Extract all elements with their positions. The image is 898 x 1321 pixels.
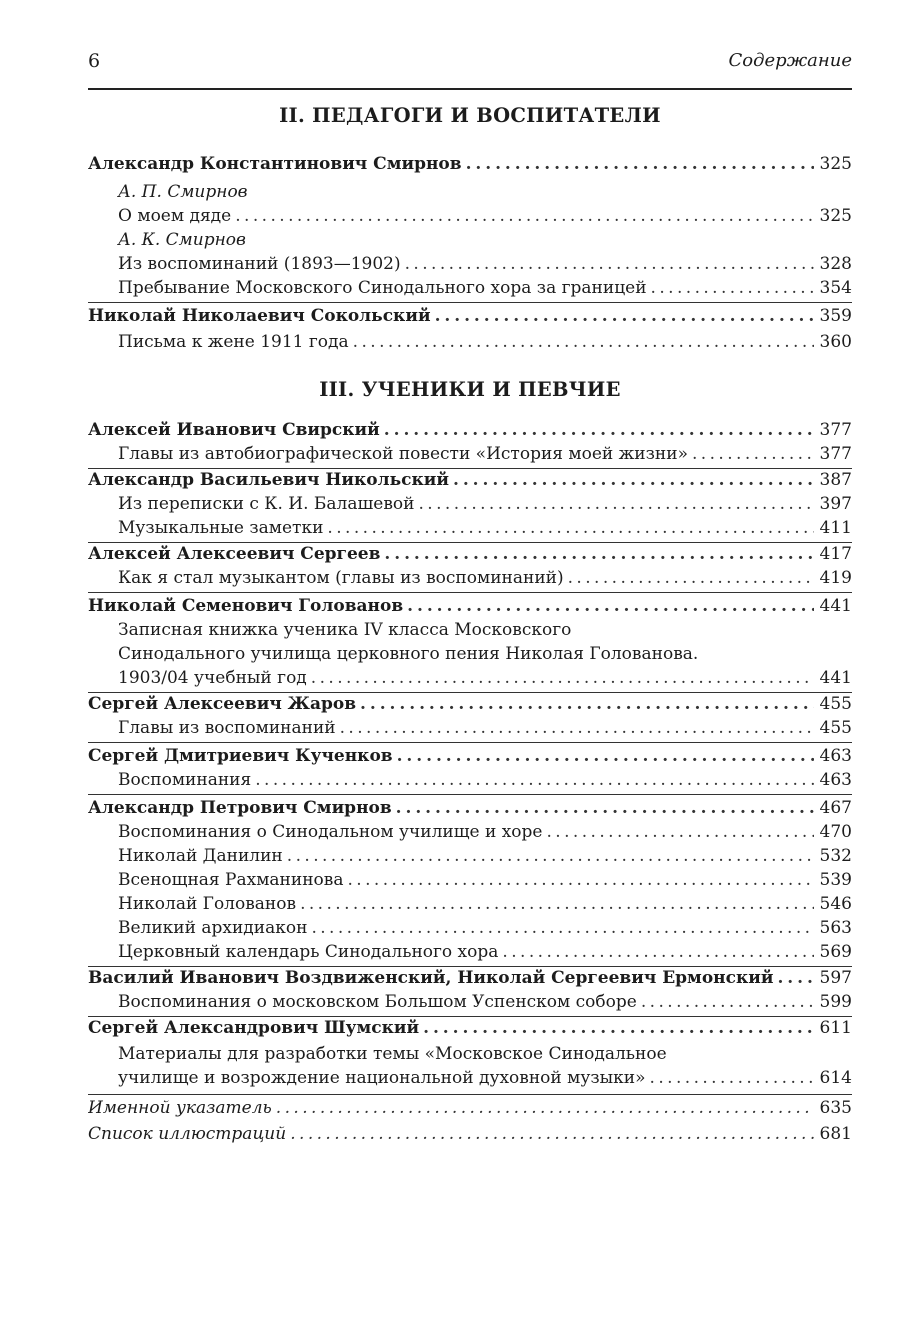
entry-title: Александр Васильевич Никольский (88, 470, 449, 490)
entry-page: 681 (819, 1124, 852, 1144)
section-title-2: II. ПЕДАГОГИ И ВОСПИТАТЕЛИ (279, 104, 661, 127)
leader-dots (453, 470, 814, 490)
leader-dots (353, 332, 814, 352)
entry-title: Николай Семенович Голованов (88, 596, 404, 616)
entry-divider (88, 592, 852, 593)
entry-page: 532 (819, 846, 852, 866)
toc-entry[interactable] (88, 798, 852, 822)
toc-entry[interactable] (88, 154, 852, 178)
entry-page: 470 (819, 822, 852, 842)
toc-entry[interactable] (118, 770, 852, 794)
entry-title: Алексей Иванович Свирский (88, 420, 380, 440)
toc-entry[interactable] (118, 668, 852, 692)
section-title-3: III. УЧЕНИКИ И ПЕВЧИЕ (319, 378, 621, 401)
entry-divider (88, 692, 852, 693)
toc-entry[interactable] (118, 206, 852, 230)
entry-page: 387 (819, 470, 852, 490)
toc-entry[interactable] (118, 992, 852, 1016)
entry-page: 614 (819, 1068, 852, 1088)
leader-dots (311, 918, 813, 938)
leader-dots (360, 694, 814, 714)
leader-dots (692, 444, 814, 464)
entry-title: Василий Иванович Воздвиженский, Николай Сергеевич Ермонский (88, 968, 774, 988)
entry-page: 411 (819, 518, 852, 538)
toc-entry[interactable] (88, 968, 852, 992)
leader-dots (397, 746, 814, 766)
entry-author: А. П. Смирнов (118, 182, 248, 202)
leader-dots (384, 544, 813, 564)
entry-divider (88, 966, 852, 967)
entry-title: Александр Петрович Смирнов (88, 798, 392, 818)
toc-entry[interactable] (88, 306, 852, 330)
leader-dots (502, 942, 813, 962)
entry-title: Список иллюстраций (88, 1124, 287, 1144)
entry-page: 546 (819, 894, 852, 914)
entry-page: 354 (819, 278, 852, 298)
entry-page: 563 (819, 918, 852, 938)
entry-page: 417 (819, 544, 852, 564)
entry-page: 463 (819, 770, 852, 790)
toc-entry[interactable] (118, 918, 852, 942)
leader-dots (290, 1124, 813, 1144)
entry-title: 1903/04 учебный год (118, 668, 307, 688)
entry-title: Из воспоминаний (1893—1902) (118, 254, 401, 274)
entry-title: Воспоминания (118, 770, 252, 790)
entry-page: 397 (819, 494, 852, 514)
leader-dots (235, 206, 813, 226)
entry-title: Николай Николаевич Сокольский (88, 306, 431, 326)
entry-title: Воспоминания о московском Большом Успенском соборе (118, 992, 637, 1012)
entry-page: 463 (819, 746, 852, 766)
toc-entry[interactable] (118, 444, 852, 468)
leader-dots (405, 254, 814, 274)
entry-page: 359 (819, 306, 852, 326)
toc-entry[interactable] (88, 1098, 852, 1122)
entry-title: Главы из автобиографической повести «История моей жизни» (118, 444, 688, 464)
entry-title: училище и возрождение национальной духовной музыки» (118, 1068, 646, 1088)
running-head: Содержание (728, 50, 852, 71)
toc-entry[interactable] (88, 420, 852, 444)
entry-title: Николай Голованов (118, 894, 297, 914)
toc-entry[interactable] (88, 544, 852, 568)
leader-dots (311, 668, 814, 688)
leader-dots (423, 1018, 813, 1038)
toc-entry[interactable] (88, 694, 852, 718)
entry-page: 455 (819, 718, 852, 738)
entry-page: 599 (819, 992, 852, 1012)
leader-dots (466, 154, 814, 174)
entry-title: Всенощная Рахманинова (118, 870, 344, 890)
page-number: 6 (88, 50, 101, 72)
toc-entry[interactable] (118, 518, 852, 542)
entry-page: 328 (819, 254, 852, 274)
header-rule (88, 88, 852, 90)
entry-title: Именной указатель (88, 1098, 272, 1118)
toc-entry[interactable] (118, 494, 852, 518)
entry-divider (88, 302, 852, 303)
entry-title-line: Синодального училища церковного пения Николая Голованова. (118, 644, 699, 664)
entry-title: Великий архидиакон (118, 918, 308, 938)
entry-title: Церковный календарь Синодального хора (118, 942, 499, 962)
leader-dots (287, 846, 814, 866)
entry-title: Александр Константинович Смирнов (88, 154, 462, 174)
entry-page: 569 (819, 942, 852, 962)
entry-page: 611 (819, 1018, 852, 1038)
toc-entry[interactable] (118, 718, 852, 742)
entry-title: Сергей Алексеевич Жаров (88, 694, 357, 714)
entry-title: Как я стал музыкантом (главы из воспоминаний) (118, 568, 564, 588)
entry-page: 539 (819, 870, 852, 890)
entry-divider (88, 1094, 852, 1095)
leader-dots (407, 596, 813, 616)
entry-title: Николай Данилин (118, 846, 283, 866)
entry-page: 467 (819, 798, 852, 818)
toc-entry[interactable] (118, 278, 852, 302)
leader-dots (327, 518, 813, 538)
entry-divider (88, 468, 852, 469)
toc-entry[interactable] (118, 894, 852, 918)
leader-dots (435, 306, 814, 326)
leader-dots (650, 1068, 814, 1088)
toc-entry[interactable] (88, 746, 852, 770)
toc-entry[interactable] (118, 870, 852, 894)
entry-page: 325 (819, 154, 852, 174)
leader-dots (255, 770, 813, 790)
entry-title: Воспоминания о Синодальном училище и хоре (118, 822, 543, 842)
entry-title-line: Материалы для разработки темы «Московское Синодальное (118, 1044, 667, 1064)
entry-title: Пребывание Московского Синодального хора за границей (118, 278, 647, 298)
leader-dots (418, 494, 813, 514)
entry-title: О моем дяде (118, 206, 232, 226)
toc-entry[interactable] (118, 1068, 852, 1092)
entry-page: 377 (819, 420, 852, 440)
leader-dots (568, 568, 814, 588)
toc-entry[interactable] (118, 822, 852, 846)
leader-dots (396, 798, 814, 818)
entry-title: Письма к жене 1911 года (118, 332, 349, 352)
page-header (88, 50, 852, 78)
toc-entry[interactable] (118, 568, 852, 592)
toc-entry[interactable] (88, 1018, 852, 1042)
entry-divider (88, 1016, 852, 1017)
toc-entry[interactable] (118, 942, 852, 966)
leader-dots (641, 992, 814, 1012)
entry-title: Алексей Алексеевич Сергеев (88, 544, 381, 564)
entry-page: 441 (819, 596, 852, 616)
leader-dots (348, 870, 814, 890)
toc-entry[interactable] (118, 846, 852, 870)
entry-title: Главы из воспоминаний (118, 718, 336, 738)
entry-page: 597 (819, 968, 852, 988)
toc-entry[interactable] (118, 332, 852, 356)
leader-dots (340, 718, 814, 738)
entry-divider (88, 794, 852, 795)
leader-dots (547, 822, 814, 842)
leader-dots (777, 968, 813, 988)
entry-page: 360 (819, 332, 852, 352)
leader-dots (276, 1098, 814, 1118)
entry-title: Музыкальные заметки (118, 518, 324, 538)
entry-title: Сергей Александрович Шумский (88, 1018, 420, 1038)
entry-page: 635 (819, 1098, 852, 1118)
entry-page: 441 (819, 668, 852, 688)
entry-divider (88, 542, 852, 543)
entry-divider (88, 742, 852, 743)
entry-title-line: Записная книжка ученика IV класса Московского (118, 620, 572, 640)
toc-entry[interactable] (88, 1124, 852, 1148)
entry-title: Сергей Дмитриевич Кученков (88, 746, 393, 766)
entry-page: 455 (819, 694, 852, 714)
entry-author: А. К. Смирнов (118, 230, 246, 250)
entry-page: 377 (819, 444, 852, 464)
toc-entry[interactable] (88, 470, 852, 494)
toc-entry[interactable] (118, 254, 852, 278)
leader-dots (300, 894, 813, 914)
entry-page: 325 (819, 206, 852, 226)
toc-entry[interactable] (88, 596, 852, 620)
entry-title: Из переписки с К. И. Балашевой (118, 494, 415, 514)
leader-dots (651, 278, 814, 298)
entry-page: 419 (819, 568, 852, 588)
leader-dots (384, 420, 814, 440)
